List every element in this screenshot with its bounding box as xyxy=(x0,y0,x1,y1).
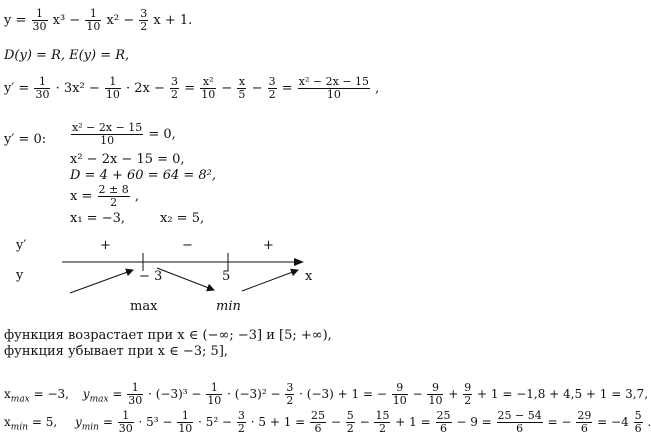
min-y-subscript: min xyxy=(81,422,99,433)
term: + 1 = xyxy=(395,415,431,429)
quadratic-equation: x² − 2x − 15 = 0, xyxy=(70,152,185,167)
fraction: $\frac{3}{2}$ xyxy=(268,75,276,101)
term: · (−3)³ − xyxy=(148,387,202,401)
fraction: $\frac{25}{6}$ xyxy=(311,409,326,435)
fraction: $\frac{1}{10}$ xyxy=(105,75,120,101)
fraction: $\frac{9}{2}$ xyxy=(464,381,472,407)
discriminant: D = 4 + 60 = 64 = 8², xyxy=(70,168,217,183)
term: · 5 + 1 = xyxy=(250,415,306,429)
term: x³ − xyxy=(52,13,81,28)
sign-minus-middle: − xyxy=(182,238,193,253)
term: · 2x − xyxy=(126,81,165,96)
term: · (−3)² − xyxy=(227,387,281,401)
max-x-symbol: x xyxy=(4,387,11,401)
fraction: $\frac{2 \pm 8}{2}$ xyxy=(98,183,129,209)
fraction: $\frac{x}{5}$ xyxy=(238,75,246,101)
function-row-label: y xyxy=(16,268,24,283)
fraction: $\frac{5}{6}$ xyxy=(634,409,642,435)
fraction: $\frac{25}{6}$ xyxy=(436,409,451,435)
fraction: $\frac{25 - 54}{6}$ xyxy=(497,409,542,435)
axis-label-x: x xyxy=(305,269,313,284)
fraction: $\frac{3}{2}$ xyxy=(171,75,179,101)
fraction: $\frac{5}{2}$ xyxy=(346,409,354,435)
fraction: $\frac{1}{30}$ xyxy=(128,381,143,407)
term: + xyxy=(448,387,459,401)
fraction: $\frac{\text{x²}}{10}$ xyxy=(201,75,216,101)
fraction: $\frac{1}{30}$ xyxy=(32,7,47,33)
term: = − xyxy=(547,415,572,429)
increasing-interval: функция возрастает при x ∈ (−∞; −3] и [5; +∞), xyxy=(4,328,332,343)
fraction: $\frac{1}{10}$ xyxy=(207,381,222,407)
min-label: min xyxy=(216,299,241,314)
minimum-row xyxy=(4,410,651,435)
fraction: $\frac{1}{30}$ xyxy=(35,75,50,101)
term: , xyxy=(375,81,380,96)
term: = xyxy=(112,387,123,401)
fraction: $\frac{15}{2}$ xyxy=(375,409,390,435)
term: . xyxy=(647,415,651,429)
min-x-symbol: x xyxy=(4,415,11,429)
fraction: $\frac{\text{x² − 2x − 15}}{10}$ xyxy=(298,75,370,101)
sign-plus-left: + xyxy=(100,238,111,253)
term: − xyxy=(412,387,423,401)
max-x-value: = −3, xyxy=(33,387,69,401)
fraction: $\frac{1}{30}$ xyxy=(118,409,133,435)
point-5-label: 5 xyxy=(222,269,231,284)
root-x1: x₁ = −3, xyxy=(70,211,125,226)
term: x² − xyxy=(106,13,135,28)
term: = xyxy=(102,415,113,429)
term: = xyxy=(281,81,293,96)
function-lhs: y = xyxy=(4,13,27,28)
term: · (−3) + 1 = − xyxy=(299,387,387,401)
term: · 5² − xyxy=(198,415,233,429)
fraction: $\frac{\text{x² − 2x − 15}}{10}$ xyxy=(72,121,143,147)
decreasing-arrow-middle xyxy=(157,268,214,290)
maximum-row xyxy=(4,382,648,407)
fraction: $\frac{29}{6}$ xyxy=(577,409,592,435)
fraction: $\frac{1}{10}$ xyxy=(86,7,101,33)
fraction: $\frac{3}{2}$ xyxy=(237,409,245,435)
fraction: $\frac{3}{2}$ xyxy=(286,381,294,407)
min-x-value: = 5, xyxy=(31,415,58,429)
axis-arrowhead xyxy=(294,258,304,266)
term: − xyxy=(330,415,341,429)
term: − xyxy=(251,81,263,96)
fraction: $\frac{9}{10}$ xyxy=(428,381,443,407)
fraction: $\frac{9}{10}$ xyxy=(392,381,407,407)
fraction: $\frac{3}{2}$ xyxy=(140,7,148,33)
max-x-subscript: max xyxy=(10,394,30,405)
derivative-lhs: y′ = xyxy=(4,81,30,96)
point-minus3-label: − 3 xyxy=(139,269,163,284)
max-y-subscript: max xyxy=(89,394,109,405)
term: − xyxy=(221,81,233,96)
max-y-symbol: y xyxy=(82,387,90,401)
term: x = xyxy=(70,189,93,204)
max-label: max xyxy=(130,299,158,314)
sign-plus-right: + xyxy=(263,238,274,253)
term: = xyxy=(184,81,196,96)
derivative-row-label: y′ xyxy=(16,238,27,253)
term: − xyxy=(359,415,370,429)
min-x-subscript: min xyxy=(10,422,28,433)
min-y-symbol: y xyxy=(74,415,82,429)
term: · 3x² − xyxy=(55,81,100,96)
critical-label: y′ = 0: xyxy=(4,132,47,147)
term: x + 1. xyxy=(153,13,193,28)
term: = 0, xyxy=(148,127,176,142)
increasing-arrow-left xyxy=(70,270,133,293)
term: − 9 = xyxy=(456,415,492,429)
decreasing-interval: функция убывает при x ∈ −3; 5], xyxy=(4,344,229,359)
root-x2: x₂ = 5, xyxy=(160,211,205,226)
domain-range: D(y) = R, E(y) = R, xyxy=(4,48,130,63)
term: + 1 = −1,8 + 4,5 + 1 = 3,7, xyxy=(477,387,649,401)
fraction: $\frac{1}{10}$ xyxy=(178,409,193,435)
increasing-arrow-right xyxy=(242,270,298,291)
term: · 5³ − xyxy=(138,415,173,429)
term: , xyxy=(134,189,139,204)
term: = −4 xyxy=(597,415,629,429)
